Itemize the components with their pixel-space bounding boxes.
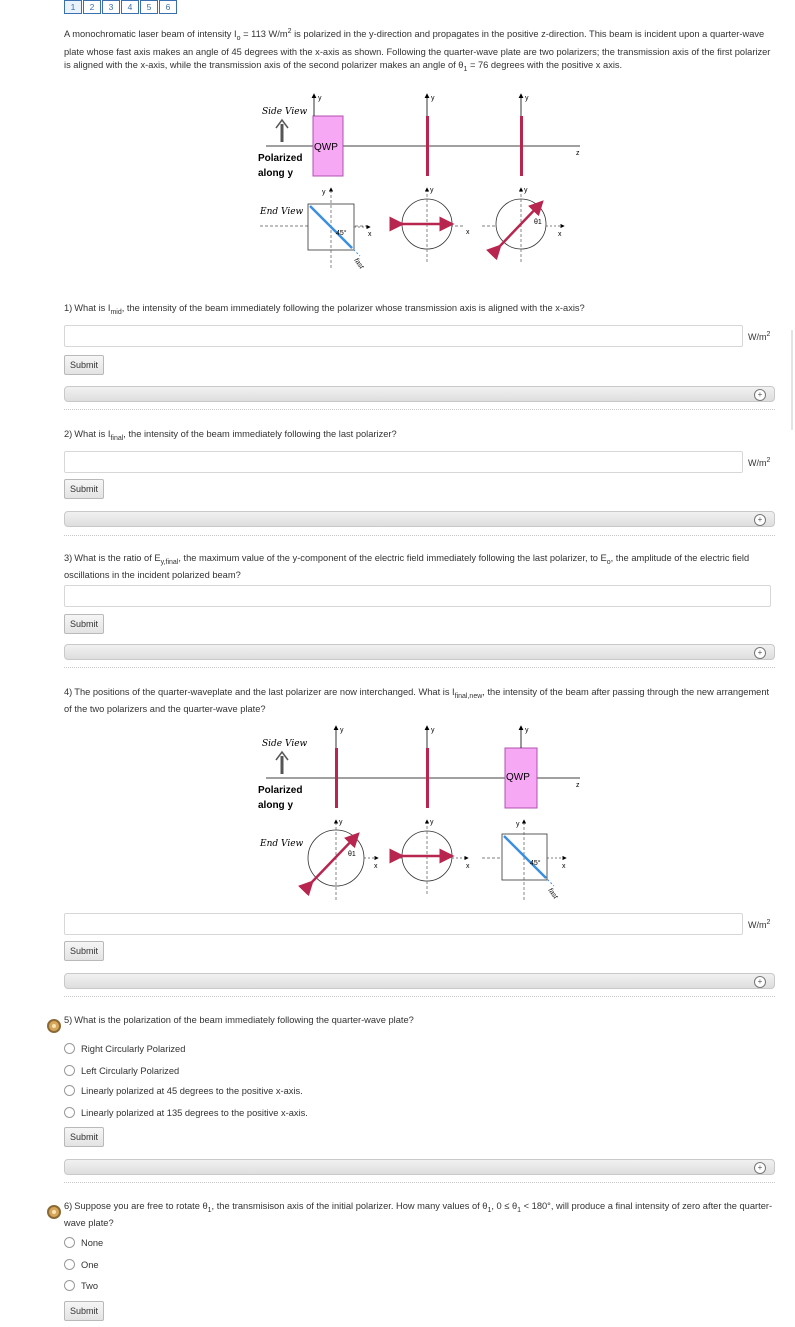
polarizer-1-side [426, 116, 429, 176]
question-4: 4) The positions of the quarter-waveplate and the last polarizer are now interchanged. What is $I_{final,new}$, the intensity of the beam after passing through the new arrangement of the two polarizers and the quarter-wave plate? [64, 687, 770, 715]
option-one[interactable]: One [64, 1259, 99, 1270]
option-linear-135[interactable]: Linearly polarized at 135 degrees to the positive x-axis. [64, 1107, 308, 1118]
unit-4: $W/m^2$ [748, 919, 771, 930]
fast-label: fast [352, 257, 365, 271]
submit-button-2[interactable]: Submit [64, 479, 104, 499]
side-view-label: Side View [262, 107, 308, 117]
x-label-pol1-end: x [466, 229, 470, 236]
y-label: y [431, 727, 435, 734]
x-label-qwp-end: x [368, 231, 372, 238]
z-axis-label: z [576, 150, 580, 157]
expand-plus-icon[interactable]: + [754, 389, 766, 401]
tab-2[interactable]: 2 [83, 0, 101, 14]
qwp-label: QWP [314, 142, 338, 153]
expand-plus-icon[interactable]: + [754, 514, 766, 526]
radio-button[interactable] [64, 1065, 75, 1076]
question-1: 1) What is $I_{mid}$, the intensity of the beam immediately following the polarizer whose transmission axis is aligned with the x-axis? [64, 303, 585, 316]
hint-bar-2[interactable] [64, 511, 775, 527]
separator [64, 535, 775, 536]
x-label: x [374, 863, 378, 870]
y-label-pol2: y [525, 95, 529, 102]
scrollbar-edge[interactable] [791, 330, 793, 430]
polarizer-2-side [520, 116, 523, 176]
radio-button[interactable] [64, 1237, 75, 1248]
radio-button[interactable] [64, 1107, 75, 1118]
submit-button-3[interactable]: Submit [64, 614, 104, 634]
submit-button-1[interactable]: Submit [64, 355, 104, 375]
diagram-original-setup [250, 90, 600, 280]
fast-label-2: fast [546, 887, 559, 901]
submit-button-5[interactable]: Submit [64, 1127, 104, 1147]
submit-button-6[interactable]: Submit [64, 1301, 104, 1321]
hint-bar-4[interactable] [64, 973, 775, 989]
answer-input-4[interactable] [64, 913, 743, 935]
question-2: 2) What is $I_{final}$, the intensity of the beam immediately following the last polarizer? [64, 429, 397, 442]
y-label: y [525, 727, 529, 734]
tab-6[interactable]: 6 [159, 0, 177, 14]
separator [64, 409, 775, 410]
expand-plus-icon[interactable]: + [754, 1162, 766, 1174]
hint-bar-1[interactable] [64, 386, 775, 402]
problem-statement: A monochromatic laser beam of intensity $I_o = 113$ $W/m^2$ is polarized in the y-direction and propagates in the positive z-direction. This beam is incident upon a quarter-wave plate whose fast axis makes an angle of 45 degrees with the x-axis as shown. Following the quarter-wave plate are two polarizers; the transmission axis of the first polarizer is aligned with the x-axis, while the transmission axis of the second polarizer makes an angle of $\theta_1 = 76$ degrees with the positive x axis. [64, 28, 771, 74]
theta1-label-2: θ1 [348, 851, 356, 858]
y-label-qwp-end: y [322, 189, 326, 196]
answer-input-3[interactable] [64, 585, 771, 607]
along-y-label: along y [258, 168, 294, 179]
separator [64, 996, 775, 997]
theta1-label: θ1 [534, 219, 542, 226]
separator [64, 667, 775, 668]
end-view-label: End View [260, 839, 304, 849]
end-view-label: End View [260, 207, 304, 217]
y-label-pol1: y [431, 95, 435, 102]
question-6: 6) Suppose you are free to rotate $\theta_1$, the transmisison axis of the initial polarizer. How many values of $\theta_1$, $0 \le \theta_1 < 180^\circ$, will produce a final intensity of zero after the quarter-wave plate? [64, 1201, 773, 1229]
diagram-interchanged-setup [250, 722, 600, 912]
incident-arrow-up-icon [276, 120, 288, 142]
y-label-qwp: y [318, 95, 322, 102]
y-label: y [516, 821, 520, 828]
option-linear-45[interactable]: Linearly polarized at 45 degrees to the positive x-axis. [64, 1085, 303, 1096]
side-view-label: Side View [262, 739, 308, 749]
option-two[interactable]: Two [64, 1280, 98, 1291]
expand-plus-icon[interactable]: + [754, 976, 766, 988]
polarizer-theta1-side [335, 748, 338, 808]
polarized-label: Polarized [258, 153, 303, 164]
question-3: 3) What is the ratio of $E_{y,final}$, the maximum value of the y-component of the electric field immediately following the last polarizer, to $E_o$, the amplitude of the electric field oscillations in the incident polarized beam? [64, 553, 750, 581]
incident-arrow-up-icon [276, 752, 288, 774]
option-none[interactable]: None [64, 1237, 103, 1248]
expand-plus-icon[interactable]: + [754, 647, 766, 659]
y-label-pol2-end: y [524, 187, 528, 194]
radio-button[interactable] [64, 1259, 75, 1270]
along-y-label: along y [258, 800, 294, 811]
question-5: 5) What is the polarization of the beam immediately following the quarter-wave plate? [64, 1015, 414, 1025]
x-label-pol2-end: x [558, 231, 562, 238]
tab-5[interactable]: 5 [140, 0, 158, 14]
y-label: y [430, 819, 434, 826]
attempt-medal-icon [47, 1205, 61, 1219]
separator [64, 1182, 775, 1183]
y-label: y [339, 819, 343, 826]
radio-button[interactable] [64, 1280, 75, 1291]
qwp-label-2: QWP [506, 772, 530, 783]
y-label-pol1-end: y [430, 187, 434, 194]
problem-tabs [64, 0, 178, 14]
angle-45-label: 45° [336, 230, 347, 237]
hint-bar-5[interactable] [64, 1159, 775, 1175]
x-label: x [562, 863, 566, 870]
x-label: x [466, 863, 470, 870]
polarizer-x-side [426, 748, 429, 808]
radio-button[interactable] [64, 1043, 75, 1054]
tab-3[interactable]: 3 [102, 0, 120, 14]
attempt-medal-icon [47, 1019, 61, 1033]
unit-1: $W/m^2$ [748, 331, 771, 342]
y-label: y [340, 727, 344, 734]
option-right-circular[interactable]: Right Circularly Polarized [64, 1043, 185, 1054]
answer-input-2[interactable] [64, 451, 743, 473]
angle-45-label-2: 45° [530, 860, 541, 867]
answer-input-1[interactable] [64, 325, 743, 347]
option-left-circular[interactable]: Left Circularly Polarized [64, 1065, 179, 1076]
radio-button[interactable] [64, 1085, 75, 1096]
polarized-label: Polarized [258, 785, 303, 796]
tab-1[interactable]: 1 [64, 0, 82, 14]
unit-2: $W/m^2$ [748, 457, 771, 468]
submit-button-4[interactable]: Submit [64, 941, 104, 961]
tab-4[interactable]: 4 [121, 0, 139, 14]
hint-bar-3[interactable] [64, 644, 775, 660]
z-axis-label: z [576, 782, 580, 789]
